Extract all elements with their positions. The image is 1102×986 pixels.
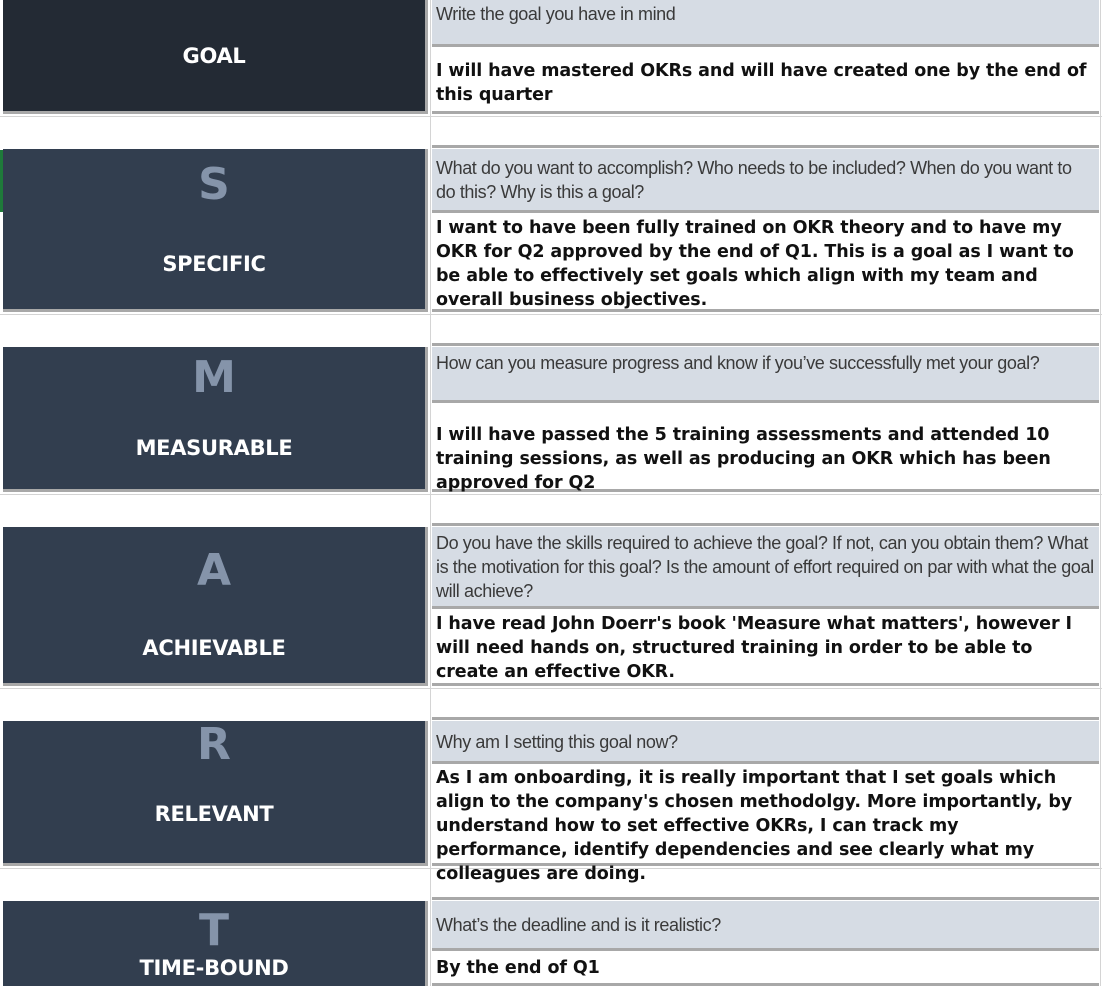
goal-row xyxy=(0,0,1102,114)
specific-letter: S xyxy=(198,159,230,210)
section-divider xyxy=(432,343,1099,346)
timebound-header-cell[interactable] xyxy=(3,901,428,986)
measurable-label: MEASURABLE xyxy=(135,436,293,460)
measurable-answer-cell[interactable]: I will have passed the 5 training assessments and attended 10 training sessions, as well as producing an OKR which has been approved for Q2 xyxy=(432,403,1099,492)
goal-prompt-cell[interactable]: Write the goal you have in mind xyxy=(432,0,1099,47)
relevant-prompt-cell[interactable]: Why am I setting this goal now? xyxy=(432,721,1099,764)
achievable-row xyxy=(0,527,1102,686)
achievable-answer-cell[interactable]: I have read John Doerr's book 'Measure what matters', however I will need hands on, structured training in order to be able to create an effective OKR. xyxy=(432,609,1099,686)
timebound-letter: T xyxy=(198,905,229,956)
gridline-horizontal xyxy=(0,116,1102,117)
timebound-label: TIME-BOUND xyxy=(139,956,289,980)
gridline-horizontal xyxy=(0,688,1102,689)
measurable-row xyxy=(0,347,1102,492)
relevant-label: RELEVANT xyxy=(154,802,274,826)
specific-prompt-cell[interactable]: What do you want to accomplish? Who needs to be included? When do you want to do this? Why is this a goal? xyxy=(432,149,1099,213)
specific-row xyxy=(0,149,1102,312)
achievable-prompt-cell[interactable]: Do you have the skills required to achieve the goal? If not, can you obtain them? What is the motivation for this goal? Is the amount of effort required on par with what the goal will achieve? xyxy=(432,527,1099,609)
timebound-row xyxy=(0,901,1102,986)
section-divider xyxy=(432,897,1099,900)
relevant-answer-cell[interactable]: As I am onboarding, it is really important that I set goals which align to the company's chosen methodolgy. More importantly, by understand how to set effective OKRs, I can track my performance, identify dependencies and see clearly what my colleagues are doing. xyxy=(432,764,1099,866)
section-divider xyxy=(432,145,1099,148)
achievable-letter: A xyxy=(196,545,232,596)
relevant-row xyxy=(0,719,1102,884)
measurable-prompt-cell[interactable]: How can you measure progress and know if you’ve successfully met your goal? xyxy=(432,347,1099,403)
achievable-label: ACHIEVABLE xyxy=(142,636,286,660)
measurable-header-cell[interactable] xyxy=(3,347,428,492)
specific-header-cell[interactable] xyxy=(3,149,428,312)
specific-answer-cell[interactable]: I want to have been fully trained on OKR theory and to have my OKR for Q2 approved by the end of Q1. This is a goal as I want to be able to effectively set goals which align with my team and overall business objectives. xyxy=(432,213,1099,312)
goal-answer-text: I will have mastered OKRs and will have created one by the end of this quarter xyxy=(436,61,1087,105)
goal-header-cell[interactable] xyxy=(3,0,428,114)
specific-label: SPECIFIC xyxy=(162,252,266,276)
section-divider xyxy=(432,523,1099,526)
goal-answer-cell[interactable] xyxy=(432,47,1099,114)
section-divider xyxy=(432,717,1099,720)
achievable-header-cell[interactable] xyxy=(3,527,428,686)
timebound-answer-cell[interactable]: By the end of Q1 xyxy=(432,951,1099,986)
gridline-horizontal xyxy=(0,314,1102,315)
measurable-letter: M xyxy=(192,352,236,403)
relevant-letter: R xyxy=(197,719,231,770)
relevant-header-cell[interactable] xyxy=(3,721,428,866)
goal-label: GOAL xyxy=(182,44,246,68)
timebound-prompt-cell[interactable]: What’s the deadline and is it realistic? xyxy=(432,901,1099,951)
